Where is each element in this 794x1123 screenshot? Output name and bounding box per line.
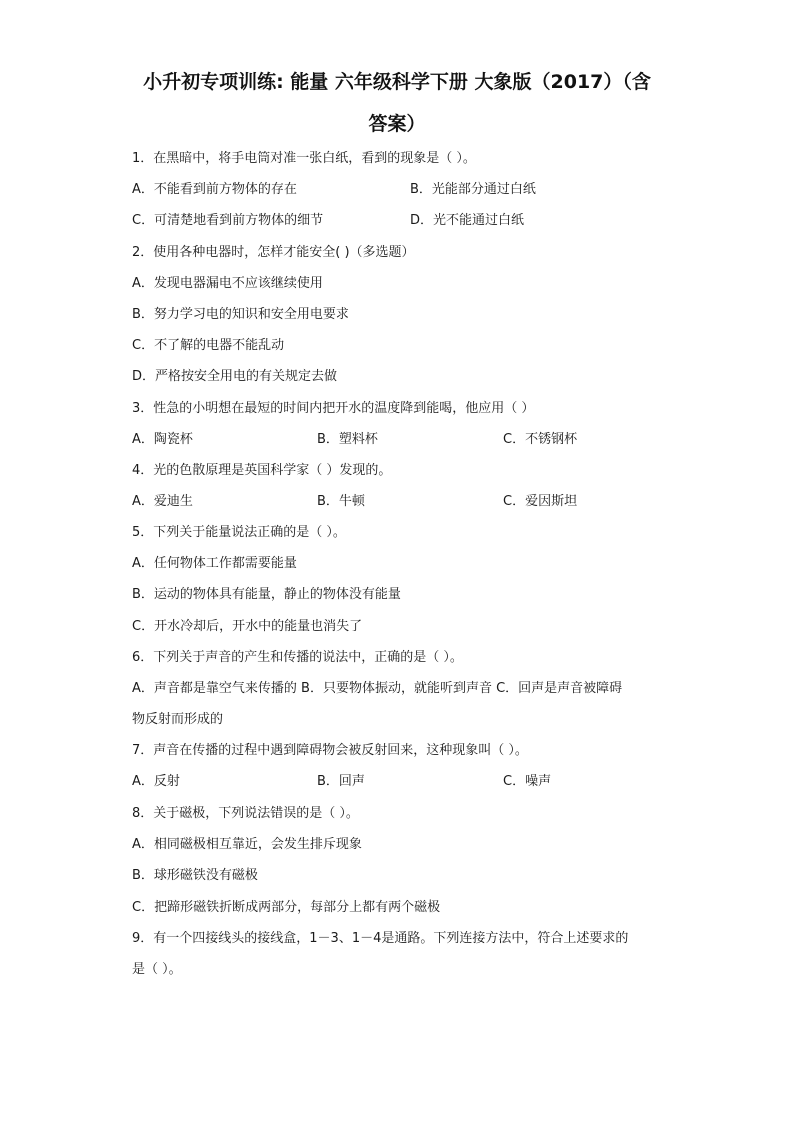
question-5-option-a: A．任何物体工作都需要能量: [132, 556, 297, 571]
question-6-stem: 6．下列关于声音的产生和传播的说法中，正确的是（ ）。: [132, 650, 463, 665]
question-2-stem: 2．使用各种电器时，怎样才能安全( )（多选题）: [132, 245, 415, 260]
question-3-option-a: A．陶瓷杯: [132, 432, 193, 447]
question-5-option-c: C．开水冷却后，开水中的能量也消失了: [132, 619, 363, 634]
question-7-stem: 7．声音在传播的过程中遇到障碍物会被反射回来，这种现象叫（ ）。: [132, 743, 528, 758]
question-2-option-a: A．发现电器漏电不应该继续使用: [132, 276, 323, 291]
question-1-option-b: B．光能部分通过白纸: [410, 182, 536, 197]
question-1-option-d: D．光不能通过白纸: [410, 213, 525, 228]
question-1-stem: 1．在黑暗中，将手电筒对准一张白纸，看到的现象是（ ）。: [132, 151, 476, 166]
question-4-stem: 4．光的色散原理是英国科学家（ ）发现的。: [132, 463, 392, 478]
question-4-option-c: C．爱因斯坦: [503, 494, 578, 509]
question-5-option-b: B．运动的物体具有能量，静止的物体没有能量: [132, 587, 401, 602]
question-7-option-a: A．反射: [132, 774, 180, 789]
question-1-option-c: C．可清楚地看到前方物体的细节: [132, 213, 324, 228]
question-7-option-b: B．回声: [317, 774, 365, 789]
question-4-option-a: A．爱迪生: [132, 494, 193, 509]
question-8-option-b: B．球形磁铁没有磁极: [132, 868, 258, 883]
question-6-options-line-1: A．声音都是靠空气来传播的 B．只要物体振动，就能听到声音 C．回声是声音被障碍: [132, 681, 623, 696]
question-2-option-c: C．不了解的电器不能乱动: [132, 338, 285, 353]
question-4-option-b: B．牛顿: [317, 494, 365, 509]
question-5-stem: 5．下列关于能量说法正确的是（ ）。: [132, 525, 346, 540]
question-9-stem-line-1: 9．有一个四接线头的接线盒，1－3、1－4是通路。下列连接方法中，符合上述要求的: [132, 931, 629, 946]
question-8-stem: 8．关于磁极，下列说法错误的是（ ）。: [132, 806, 359, 821]
question-2-option-b: B．努力学习电的知识和安全用电要求: [132, 307, 349, 322]
question-8-option-a: A．相同磁极相互靠近，会发生排斥现象: [132, 837, 362, 852]
question-6-options-line-2: 物反射而形成的: [132, 712, 224, 727]
question-7-option-c: C．噪声: [503, 774, 552, 789]
question-3-option-b: B．塑料杯: [317, 432, 378, 447]
question-1-option-a: A．不能看到前方物体的存在: [132, 182, 297, 197]
question-3-option-c: C．不锈钢杯: [503, 432, 578, 447]
document-title-line-2: 答案）: [368, 113, 426, 135]
question-8-option-c: C．把蹄形磁铁折断成两部分，每部分上都有两个磁极: [132, 900, 441, 915]
question-3-stem: 3．性急的小明想在最短的时间内把开水的温度降到能喝，他应用（ ）: [132, 401, 535, 416]
question-2-option-d: D．严格按安全用电的有关规定去做: [132, 369, 338, 384]
document-title-line-1: 小升初专项训练: 能量 六年级科学下册 大象版（2017）（含: [143, 71, 651, 93]
question-9-stem-line-2: 是（ ）。: [132, 962, 182, 977]
